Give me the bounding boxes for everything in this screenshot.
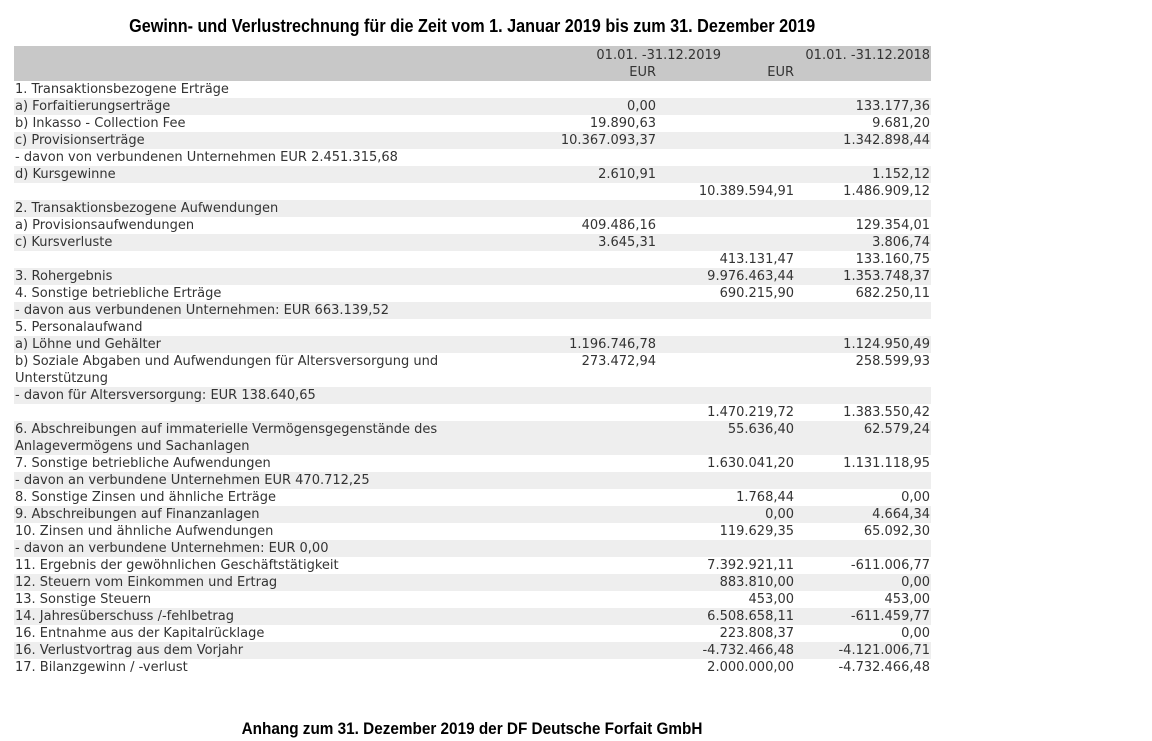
table-row [14,591,931,608]
table-row [14,540,931,557]
row-amount-2019 [520,608,657,625]
table-row [14,353,931,387]
row-amount-2018 [795,472,931,489]
row-amount-2019 [520,302,657,319]
table-row [14,523,931,540]
table-row [14,421,931,455]
row-amount-2018: 129.354,01 [855,218,931,233]
row-total-2019: 883.810,00 [719,575,795,590]
row-amount-2018 [795,81,931,98]
row-total-2019 [657,353,795,387]
row-total-2019: 2.000.000,00 [707,660,795,675]
row-amount-2019 [520,404,657,421]
table-row [14,98,931,115]
table-row [14,302,931,319]
row-total-2019 [657,217,795,234]
row-amount-2019 [520,285,657,302]
row-amount-2018: 1.353.748,37 [843,269,931,284]
row-label: 2. Transaktionsbezogene Aufwendungen [15,201,279,216]
table-row [14,489,931,506]
row-amount-2019 [520,149,657,166]
row-label: 17. Bilanzgewinn / -verlust [15,660,188,675]
row-label: 3. Rohergebnis [15,269,113,284]
row-amount-2018: -611.459,77 [850,609,931,624]
table-row [14,132,931,149]
row-amount-2018 [795,540,931,557]
row-label: a) Provisionsaufwendungen [15,218,195,233]
table-row [14,183,931,200]
row-amount-2018: 4.664,34 [872,507,931,522]
document-content [0,16,931,676]
row-total-2019: 55.636,40 [727,422,795,437]
row-label: 13. Sonstige Steuern [15,592,152,607]
row-amount-2019 [520,591,657,608]
row-amount-2018: 133.177,36 [855,99,931,114]
row-amount-2018: 0,00 [901,575,931,590]
header-empty-cell [14,64,520,81]
row-label: 9. Abschreibungen auf Finanzanlagen [15,507,260,522]
row-total-2019: 10.389.594,91 [698,184,795,199]
footer-title-text: Anhang zum 31. Dezember 2019 der DF Deutsche Forfait GmbH [242,719,703,738]
row-amount-2019: 3.645,31 [598,235,656,250]
header-row-currency [14,64,931,81]
table-row [14,319,931,336]
row-label: 8. Sonstige Zinsen und ähnliche Erträge [15,490,277,505]
row-label: 10. Zinsen und ähnliche Aufwendungen [15,524,274,539]
footer-title [14,719,931,741]
row-amount-2019: 0,00 [627,99,656,114]
row-label: c) Kursverluste [15,235,113,250]
row-amount-2019 [520,642,657,659]
table-row [14,387,931,404]
row-amount-2019: 1.196.746,78 [569,337,656,352]
table-row [14,285,931,302]
row-amount-2019 [520,523,657,540]
row-total-2019 [657,472,795,489]
row-amount-2018: 1.152,12 [872,167,931,182]
row-total-2019 [657,166,795,183]
row-amount-2019 [520,574,657,591]
row-total-2019: 1.470.219,72 [707,405,795,420]
row-amount-2018: 1.124.950,49 [843,337,931,352]
page-title [14,16,931,39]
row-label: b) Inkasso - Collection Fee [15,116,186,131]
row-amount-2018: 258.599,93 [855,354,931,369]
row-label: - davon aus verbundenen Unternehmen: EUR 663.139,52 [15,303,389,318]
row-amount-2018 [795,302,931,319]
row-amount-2019 [520,659,657,676]
row-amount-2018 [795,200,931,217]
row-label: 14. Jahresüberschuss /-fehlbetrag [15,609,234,624]
row-amount-2018: 9.681,20 [872,116,931,131]
header-empty-cell [795,64,931,81]
row-amount-2019: 2.610,91 [598,167,656,182]
row-total-2019 [657,132,795,149]
row-amount-2019 [520,455,657,472]
row-amount-2019 [520,540,657,557]
table-row [14,200,931,217]
table-row [14,251,931,268]
table-row [14,625,931,642]
pnl-table-body [14,81,931,676]
row-amount-2019 [520,251,657,268]
row-label: - davon an verbundene Unternehmen: EUR 0,00 [15,541,329,556]
row-total-2019 [657,302,795,319]
row-amount-2019 [520,506,657,523]
row-label: 16. Verlustvortrag aus dem Vorjahr [15,643,244,658]
row-total-2019 [657,81,795,98]
row-amount-2019 [520,81,657,98]
row-amount-2019 [520,625,657,642]
row-amount-2018: 133.160,75 [855,252,931,267]
table-row [14,115,931,132]
row-amount-2018: -4.732.466,48 [838,660,931,675]
row-amount-2018: 3.806,74 [872,235,931,250]
row-amount-2018: 65.092,30 [863,524,931,539]
table-row [14,574,931,591]
row-total-2019: 1.768,44 [736,490,795,505]
row-total-2019 [657,115,795,132]
pnl-table [14,46,931,676]
row-label: 11. Ergebnis der gewöhnlichen Geschäftstätigkeit [15,558,339,573]
row-total-2019 [657,540,795,557]
row-amount-2019 [520,200,657,217]
table-row [14,234,931,251]
table-row [14,608,931,625]
row-amount-2018: 682.250,11 [855,286,931,301]
table-row [14,149,931,166]
row-label: a) Forfaitierungserträge [15,99,171,114]
table-row [14,336,931,353]
row-label: 12. Steuern vom Einkommen und Ertrag [15,575,278,590]
col-header-eur-2019-total: EUR [657,64,795,81]
row-label: 1. Transaktionsbezogene Erträge [15,82,229,97]
row-label [14,404,520,421]
row-total-2019: 0,00 [765,507,795,522]
row-total-2019: 223.808,37 [719,626,795,641]
row-amount-2019: 273.472,94 [581,354,656,369]
row-label: 6. Abschreibungen auf immaterielle Vermögensgegenstände des Anlagevermögens und Sachanlagen [15,422,438,454]
row-total-2019: 690.215,90 [719,286,795,301]
table-row [14,455,931,472]
col-header-period-2018: 01.01. -31.12.2018 [795,46,931,64]
row-amount-2018: 1.486.909,12 [843,184,931,199]
row-amount-2019 [520,319,657,336]
row-label: c) Provisionserträge [15,133,145,148]
row-amount-2019 [520,421,657,455]
row-total-2019 [657,200,795,217]
table-row [14,642,931,659]
row-total-2019: -4.732.466,48 [702,643,795,658]
row-amount-2018: -611.006,77 [850,558,931,573]
row-total-2019 [657,234,795,251]
page-title-text: Gewinn- und Verlustrechnung für die Zeit vom 1. Januar 2019 bis zum 31. Dezember 2019 [129,16,816,36]
row-total-2019 [657,387,795,404]
header-row-periods [14,46,931,64]
table-row [14,81,931,98]
row-amount-2018: 1.383.550,42 [843,405,931,420]
row-amount-2018: 1.131.118,95 [843,456,931,471]
row-total-2019: 6.508.658,11 [707,609,795,624]
row-amount-2019 [520,387,657,404]
row-total-2019: 7.392.921,11 [707,558,795,573]
row-total-2019 [657,98,795,115]
table-row [14,166,931,183]
row-amount-2018: 62.579,24 [863,422,931,437]
row-label: - davon für Altersversorgung: EUR 138.640,65 [15,388,316,403]
table-row [14,506,931,523]
row-amount-2018: 0,00 [901,626,931,641]
row-amount-2019: 409.486,16 [581,218,656,233]
row-amount-2019 [520,557,657,574]
row-label: 4. Sonstige betriebliche Erträge [15,286,222,301]
table-row [14,217,931,234]
table-row [14,557,931,574]
row-total-2019 [657,336,795,353]
table-row [14,404,931,421]
row-label: b) Soziale Abgaben und Aufwendungen für Altersversorgung und Unterstützung [15,354,439,386]
row-amount-2018: 1.342.898,44 [843,133,931,148]
row-total-2019: 413.131,47 [719,252,795,267]
row-label: - davon an verbundene Unternehmen EUR 470.712,25 [15,473,370,488]
row-label [14,251,520,268]
row-amount-2019: 19.890,63 [589,116,656,131]
row-total-2019 [657,149,795,166]
table-row [14,268,931,285]
row-amount-2019 [520,268,657,285]
row-amount-2019 [520,183,657,200]
row-amount-2018 [795,387,931,404]
row-amount-2018: -4.121.006,71 [838,643,931,658]
col-header-period-2019: 01.01. -31.12.2019 [520,46,795,64]
row-label [14,183,520,200]
row-amount-2018: 0,00 [901,490,931,505]
row-amount-2019: 10.367.093,37 [560,133,656,148]
row-label: a) Löhne und Gehälter [15,337,161,352]
row-amount-2019 [520,472,657,489]
row-amount-2018 [795,319,931,336]
row-amount-2018: 453,00 [884,592,931,607]
col-header-eur-2019-detail: EUR [520,64,657,81]
row-amount-2018 [795,149,931,166]
pnl-table-header [14,46,931,81]
row-label: - davon von verbundenen Unternehmen EUR 2.451.315,68 [15,150,398,165]
table-row [14,472,931,489]
row-label: 5. Personalaufwand [15,320,143,335]
row-total-2019 [657,319,795,336]
row-total-2019: 9.976.463,44 [707,269,795,284]
row-label: 7. Sonstige betriebliche Aufwendungen [15,456,271,471]
row-label: d) Kursgewinne [15,167,116,182]
header-empty-cell [14,46,520,64]
row-label: 16. Entnahme aus der Kapitalrücklage [15,626,265,641]
row-total-2019: 1.630.041,20 [707,456,795,471]
table-row [14,659,931,676]
row-total-2019: 119.629,35 [719,524,795,539]
row-amount-2019 [520,489,657,506]
row-total-2019: 453,00 [748,592,795,607]
